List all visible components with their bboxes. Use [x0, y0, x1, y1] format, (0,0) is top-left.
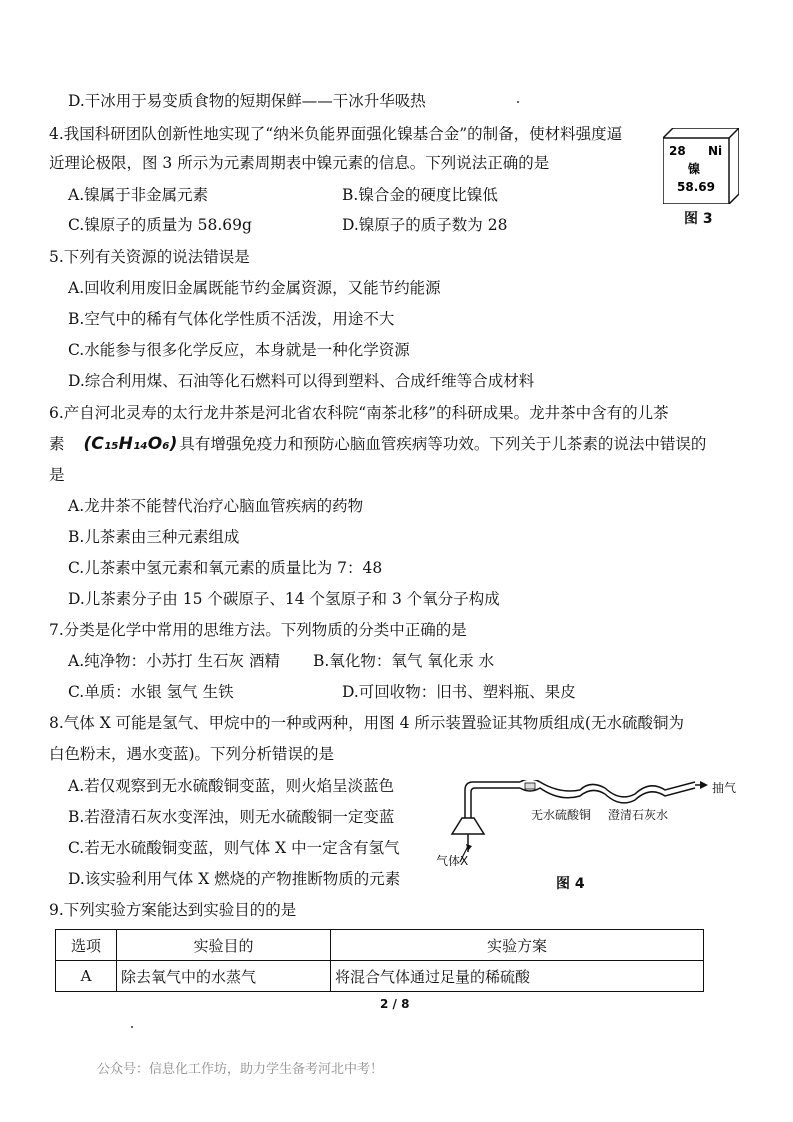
q3-option-d: D.干冰用于易变质食物的短期保鲜——干冰升华吸热	[68, 92, 426, 110]
element-mass: 58.69	[677, 180, 715, 194]
footer-note: 公众号：信息化工作坊，助力学生备考河北中考！	[97, 1062, 384, 1077]
speck-mark	[517, 101, 519, 103]
header-scheme: 实验方案	[331, 930, 704, 961]
figure-3-caption: 图 3	[684, 211, 713, 227]
q6-stem-line-1: 6.产自河北灵寿的太行龙井茶是河北省农科院“南茶北移”的科研成果。龙井茶中含有的儿茶	[49, 404, 669, 422]
limewater-label: 澄清石灰水	[608, 808, 669, 822]
q7-option-d: D.可回收物：旧书、塑料瓶、果皮	[342, 683, 576, 701]
table-row	[56, 961, 704, 992]
q7-option-b: B.氧化物：氧气 氧化汞 水	[313, 652, 495, 670]
q8-stem-line-1: 8.气体 X 可能是氢气、甲烷中的一种或两种，用图 4 所示装置验证其物质组成(无水硫酸铜为	[49, 714, 684, 732]
catechin-formula: (C₁₅H₁₄O₆)	[83, 434, 178, 454]
figure-4-caption: 图 4	[556, 876, 585, 892]
q4-option-b: B.镍合金的硬度比镍低	[342, 186, 498, 204]
q6-option-c: C.儿茶素中氢元素和氧元素的质量比为 7：48	[68, 559, 383, 577]
q6-stem-suffix: 具有增强免疫力和预防心脑血管疾病等功效。下列关于儿茶素的说法中错误的	[179, 435, 707, 453]
q6-stem-line-3: 是	[49, 466, 65, 484]
cell-purpose: 除去氧气中的水蒸气	[117, 961, 331, 992]
gas-test-apparatus-diagram	[430, 780, 740, 895]
table-header-row	[56, 930, 704, 961]
q6-stem-prefix: 素	[49, 435, 65, 453]
q8-option-b: B.若澄清石灰水变浑浊，则无水硫酸铜一定变蓝	[68, 808, 395, 826]
q7-stem: 7.分类是化学中常用的思维方法。下列物质的分类中正确的是	[49, 621, 467, 639]
q5-stem: 5.下列有关资源的说法错误是	[49, 248, 250, 266]
q4-option-c: C.镍原子的质量为 58.69g	[68, 216, 252, 234]
q9-stem: 9.下列实验方案能达到实验目的的是	[49, 901, 297, 919]
pump-label: 抽气	[712, 781, 737, 795]
q4-option-d: D.镍原子的质子数为 28	[342, 216, 508, 234]
q7-option-a: A.纯净物：小苏打 生石灰 酒精	[68, 652, 280, 670]
q4-stem-line-1: 4.我国科研团队创新性地实现了“纳米负能界面强化镍基合金”的制备，使材料强度逼	[49, 125, 623, 143]
header-purpose: 实验目的	[117, 930, 331, 961]
q5-option-d: D.综合利用煤、石油等化石燃料可以得到塑料、合成纤维等合成材料	[68, 372, 535, 390]
q8-option-a: A.若仅观察到无水硫酸铜变蓝，则火焰呈淡蓝色	[68, 777, 395, 795]
q5-option-a: A.回收利用废旧金属既能节约金属资源，又能节约能源	[68, 279, 441, 297]
q5-option-c: C.水能参与很多化学反应，本身就是一种化学资源	[68, 341, 410, 359]
q8-option-d: D.该实验利用气体 X 燃烧的产物推断物质的元素	[68, 870, 401, 888]
cell-scheme: 将混合气体通过足量的稀硫酸	[331, 961, 704, 992]
q9-table	[55, 929, 704, 992]
element-symbol: Ni	[708, 144, 723, 158]
cell-option: A	[56, 961, 117, 992]
q6-option-b: B.儿茶素由三种元素组成	[68, 528, 240, 546]
speck-mark	[131, 1026, 133, 1028]
q8-stem-line-2: 白色粉末，遇水变蓝)。下列分析错误的是	[49, 745, 335, 763]
q4-option-a: A.镍属于非金属元素	[68, 186, 209, 204]
gas-x-label: 气体X	[436, 854, 469, 868]
header-option: 选项	[56, 930, 117, 961]
q6-stem-line-2	[49, 434, 706, 454]
element-name: 镍	[688, 162, 701, 176]
nickel-element-card	[663, 128, 739, 204]
q5-option-b: B.空气中的稀有气体化学性质不活泼，用途不大	[68, 310, 395, 328]
page-number: 2 / 8	[380, 997, 410, 1011]
element-atomic-number: 28	[669, 144, 686, 158]
q6-option-d: D.儿茶素分子由 15 个碳原子、14 个氢原子和 3 个氧分子构成	[68, 590, 500, 608]
q8-option-c: C.若无水硫酸铜变蓝，则气体 X 中一定含有氢气	[68, 839, 400, 857]
cuso4-label: 无水硫酸铜	[531, 808, 592, 822]
q7-option-c: C.单质：水银 氢气 生铁	[68, 683, 234, 701]
q6-option-a: A.龙井茶不能替代治疗心脑血管疾病的药物	[68, 497, 364, 515]
q4-stem-line-2: 近理论极限，图 3 所示为元素周期表中镍元素的信息。下列说法正确的是	[49, 154, 550, 172]
